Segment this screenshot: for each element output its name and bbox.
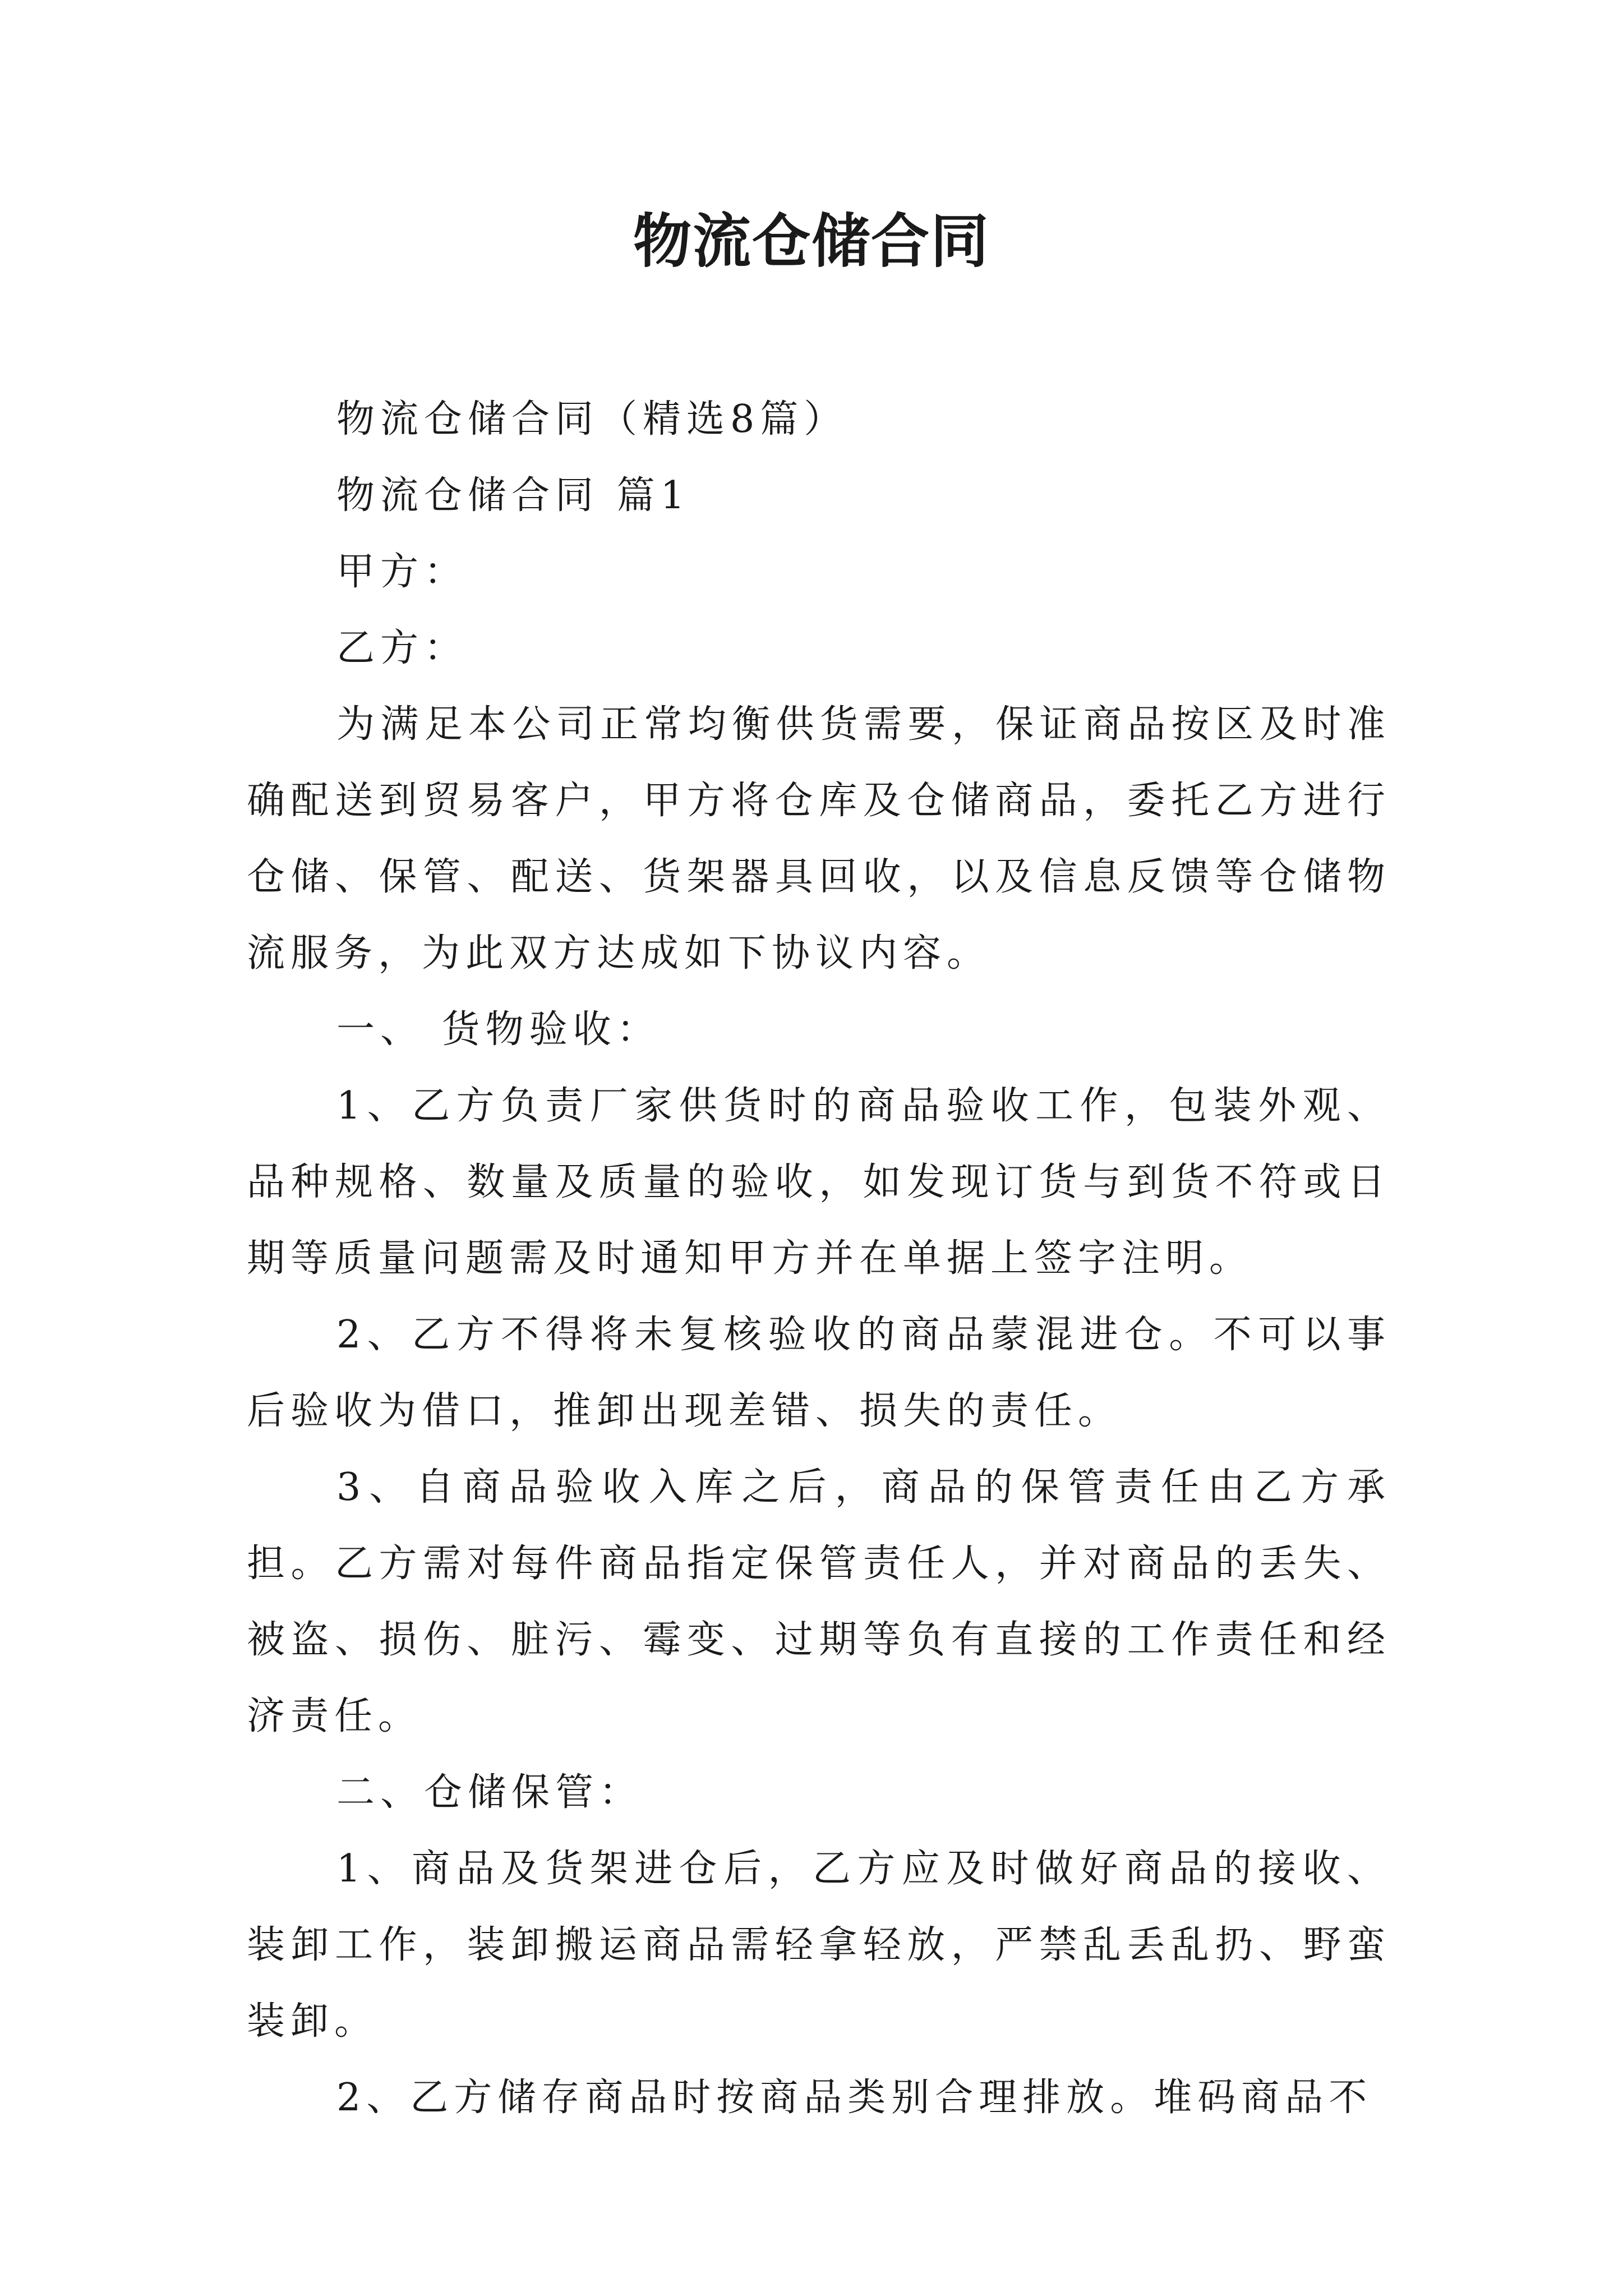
clause-1-2: 2、乙方不得将未复核验收的商品蒙混进仓。不可以事后验收为借口，推卸出现差错、损失的责任。 [247, 1313, 1391, 1433]
document-body [247, 381, 1391, 2136]
clause-1-3: 3、自商品验收入库之后，商品的保管责任由乙方承担。乙方需对每件商品指定保管责任人，并对商品的丢失、被盗、损伤、脏污、霉变、过期等负有直接的工作责任和经济责任。 [247, 1465, 1391, 1738]
party-a-line: 甲方： [336, 550, 468, 594]
clause-2-2: 2、乙方储存商品时按商品类别合理排放。堆码商品不 [336, 2076, 1373, 2120]
clause-1-1: 1、乙方负责厂家供货时的商品验收工作，包装外观、品种规格、数量及质量的验收，如发现订货与到货不符或日期等质量问题需及时通知甲方并在单据上签字注明。 [247, 1084, 1391, 1281]
party-b-line: 乙方： [336, 626, 468, 670]
clause-heading-1: 一、 货物验收： [336, 1007, 661, 1052]
clause-2-1: 1、商品及货架进仓后，乙方应及时做好商品的接收、装卸工作，装卸搬运商品需轻拿轻放，严禁乱丢乱扔、野蛮装卸。 [247, 1847, 1391, 2044]
document-title: 物流仓储合同 [633, 207, 990, 275]
intro-paragraph: 为满足本公司正常均衡供货需要，保证商品按区及时准确配送到贸易客户，甲方将仓库及仓储商品，委托乙方进行仓储、保管、配送、货架器具回收，以及信息反馈等仓储物流服务，为此双方达成如下协议内容。 [247, 702, 1391, 976]
subtitle-line: 物流仓储合同（精选8篇） [336, 397, 848, 441]
section-heading: 物流仓储合同 篇1 [336, 473, 690, 518]
clause-heading-2: 二、仓储保管： [336, 1770, 643, 1815]
